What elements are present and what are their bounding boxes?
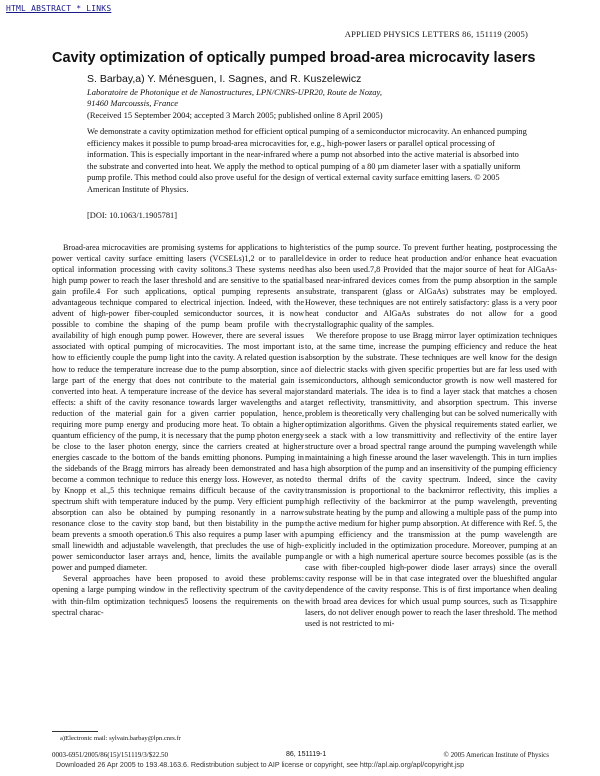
footnote: a)Electronic mail: sylvain.barbay@lpn.cnrs.fr — [60, 735, 181, 742]
footnote-rule — [52, 731, 98, 732]
abstract: We demonstrate a cavity optimization method for efficient optical pumping of a semiconductor microcavity. An enhanced pumping efficiency makes it possible to pump broad-area microcavities for, e.g., high-power lasers or parallel optical processing of information. This is especially important in the near-infrared where a pump not absorbed into the active material is absorbed into the substrate and converted into heat. We apply the method to optical pumping of a 80 µm diameter laser with a spatially uniform pump profile. This method could also prove useful for the design of vertical external cavity surface emitting lasers. © 2005 American Institute of Physics. — [87, 127, 527, 194]
html-abstract-links[interactable]: HTML ABSTRACT * LINKS — [6, 4, 112, 13]
doi[interactable]: [DOI: 10.1063/1.1905781] — [87, 211, 178, 220]
paragraph: We therefore propose to use Bragg mirror layer optimization techniques to, at the same time, increase the pumping efficiency and reduce the heat absorption by the substrate. These techniques are well know for the design of dielectric stacks with given specific properties but are far less used with semiconductors, although semiconductor growth is now well mastered for standard materials. The idea is to find a layer stack that matches a chosen target reflectivity, transmittivity, and absorption spectrum. This inverse problem is theoretically very challenging but can be solved numerically with optimization algorithms. Given the physical requirements stated earlier, we seek a stack with a low transmittivity and reflectivity of the entire layer structure over a broad spectral range around the pumping wavelength while maintaining a high finesse around the laser wavelength. This in turn implies a high absorption of the pump and an insensitivity of the pumping efficiency to thermal drifts of the cavity spectrum. Indeed, since the cavity transmission is proportional to the backmirror reflectivity, this implies a high reflectivity of the backmirror at the pump wavelength, preventing substrate heating by the pump and allowing a multiple pass of the pump into the active medium for higher pump absorption. At difference with Ref. 5, the pumping efficiency and the transmission at the pump wavelength are explicitly included in the optimization procedure. Moreover, pumping at an angle or with a high numerical aperture source becomes possible (as is the case with fiber-coupled high-power diode laser arrays) since the overall cavity response will be in that case integrated over the blueshifted angular dependence of the cavity response. This is of first importance when dealing with broad area devices for which usual pump sources, such as Ti:sapphire lasers, do not deliver enough power to reach the laser threshold. The method used is not restricted to mi- — [305, 331, 558, 628]
paragraph: teristics of the pump source. To prevent further heating, postprocessing the device in order to reduce heat production and/or enhance heat evacuation has also been used.7,8 Provided that the major source of heat for AlGaAs-based near-infrared devices comes from the pump absorption in the sample substrate, transparent (glass or AlGaAs) substrates may be employed. However, these techniques are not entirely satisfactory: glass is a very poor heat conductor and AlGaAs substrates do not allow for a good crystallographic quality of the samples. — [305, 243, 557, 330]
page-footer — [52, 751, 549, 759]
copyright: © 2005 American Institute of Physics — [443, 751, 549, 759]
footer-issn: 0003-6951/2005/86(15)/151119/3/$22.50 — [52, 751, 168, 759]
page-number: 86, 151119-1 — [286, 751, 327, 758]
journal-header: APPLIED PHYSICS LETTERS 86, 151119 (2005) — [344, 29, 528, 39]
affiliation-line-1: Laboratoire de Photonique et de Nanostructures, LPN/CNRS-UPR20, Route de Nozay, — [87, 87, 382, 97]
paragraph: Several approaches have been proposed to avoid these problems: opening a large pumping window in the reflectivity spectrum of the cavity with thin-film optimization techniques5 loosens the requirements on the spectral charac- — [52, 574, 304, 617]
article-title: Cavity optimization of optically pumped broad-area microcavity lasers — [52, 50, 536, 66]
author-list: S. Barbay,a) Y. Ménesguen, I. Sagnes, and R. Kuszelewicz — [87, 73, 362, 85]
affiliation — [87, 87, 527, 109]
right-column — [305, 242, 557, 629]
received-dates: (Received 15 September 2004; accepted 3 March 2005; published online 8 April 2005) — [87, 110, 383, 120]
left-column — [52, 242, 304, 618]
affiliation-line-2: 91460 Marcoussis, France — [87, 98, 179, 108]
paragraph: Broad-area microcavities are promising systems for applications to high power vertical cavity surface emitting lasers (VCSELs)1,2 or to parallel optical information processing with cavity solitons.3 These systems need high pump power to reach the laser threshold and are sensitive to the spatial gain profile.4 For such applications, optical pumping represents an advantageous technique compared to electrical injection. Indeed, with the advent of high-power fiber-coupled semiconductor sources, it is now possible to combine the shaping of the pump beam profile with the availability of high enough pump power. However, there are several issues associated with optical pumping of microcavities. The most important is how to efficiently couple the pump light into the cavity. A related question is how to reduce the temperature increase due to the pump absorption, since a large part of the energy that does not contribute to the material gain is converted into heat. A temperature increase of the device has several major effects: a shift of the cavity resonance towards larger wavelengths and a reduction of the material gain for a given carrier population, hence, requiring more pump energy and producing more heat. To obtain a higher quantum efficiency of the pump, it is necessary that the pump photon energy be close to the laser photon energy, since the carriers created at higher energies cascade to the bottom of the bands emitting phonons. Pumping in the sidebands of the Bragg mirrors has already been demonstrated and has become a common technique to reduce this energy loss. However, as noted by Knopp et al.,5 this technique remains difficult because of the cavity spectrum shift with temperature induced by the pump. Very efficient pump absorption can also be obtained by pumping resonantly in a narrow resonance close to the cavity stop band, but then bistability in the pump beam prevents a smooth operation.6 This also requires a pump laser with a small linewidth and adjustable wavelength, that precludes the use of high-power semiconductor laser arrays and, hence, limits the available pump power and pumped diameter. — [52, 243, 304, 573]
download-notice: Downloaded 26 Apr 2005 to 193.48.163.6. Redistribution subject to AIP license or copyright, see http://apl.aip.org/apl/copyright.jsp — [56, 761, 465, 769]
